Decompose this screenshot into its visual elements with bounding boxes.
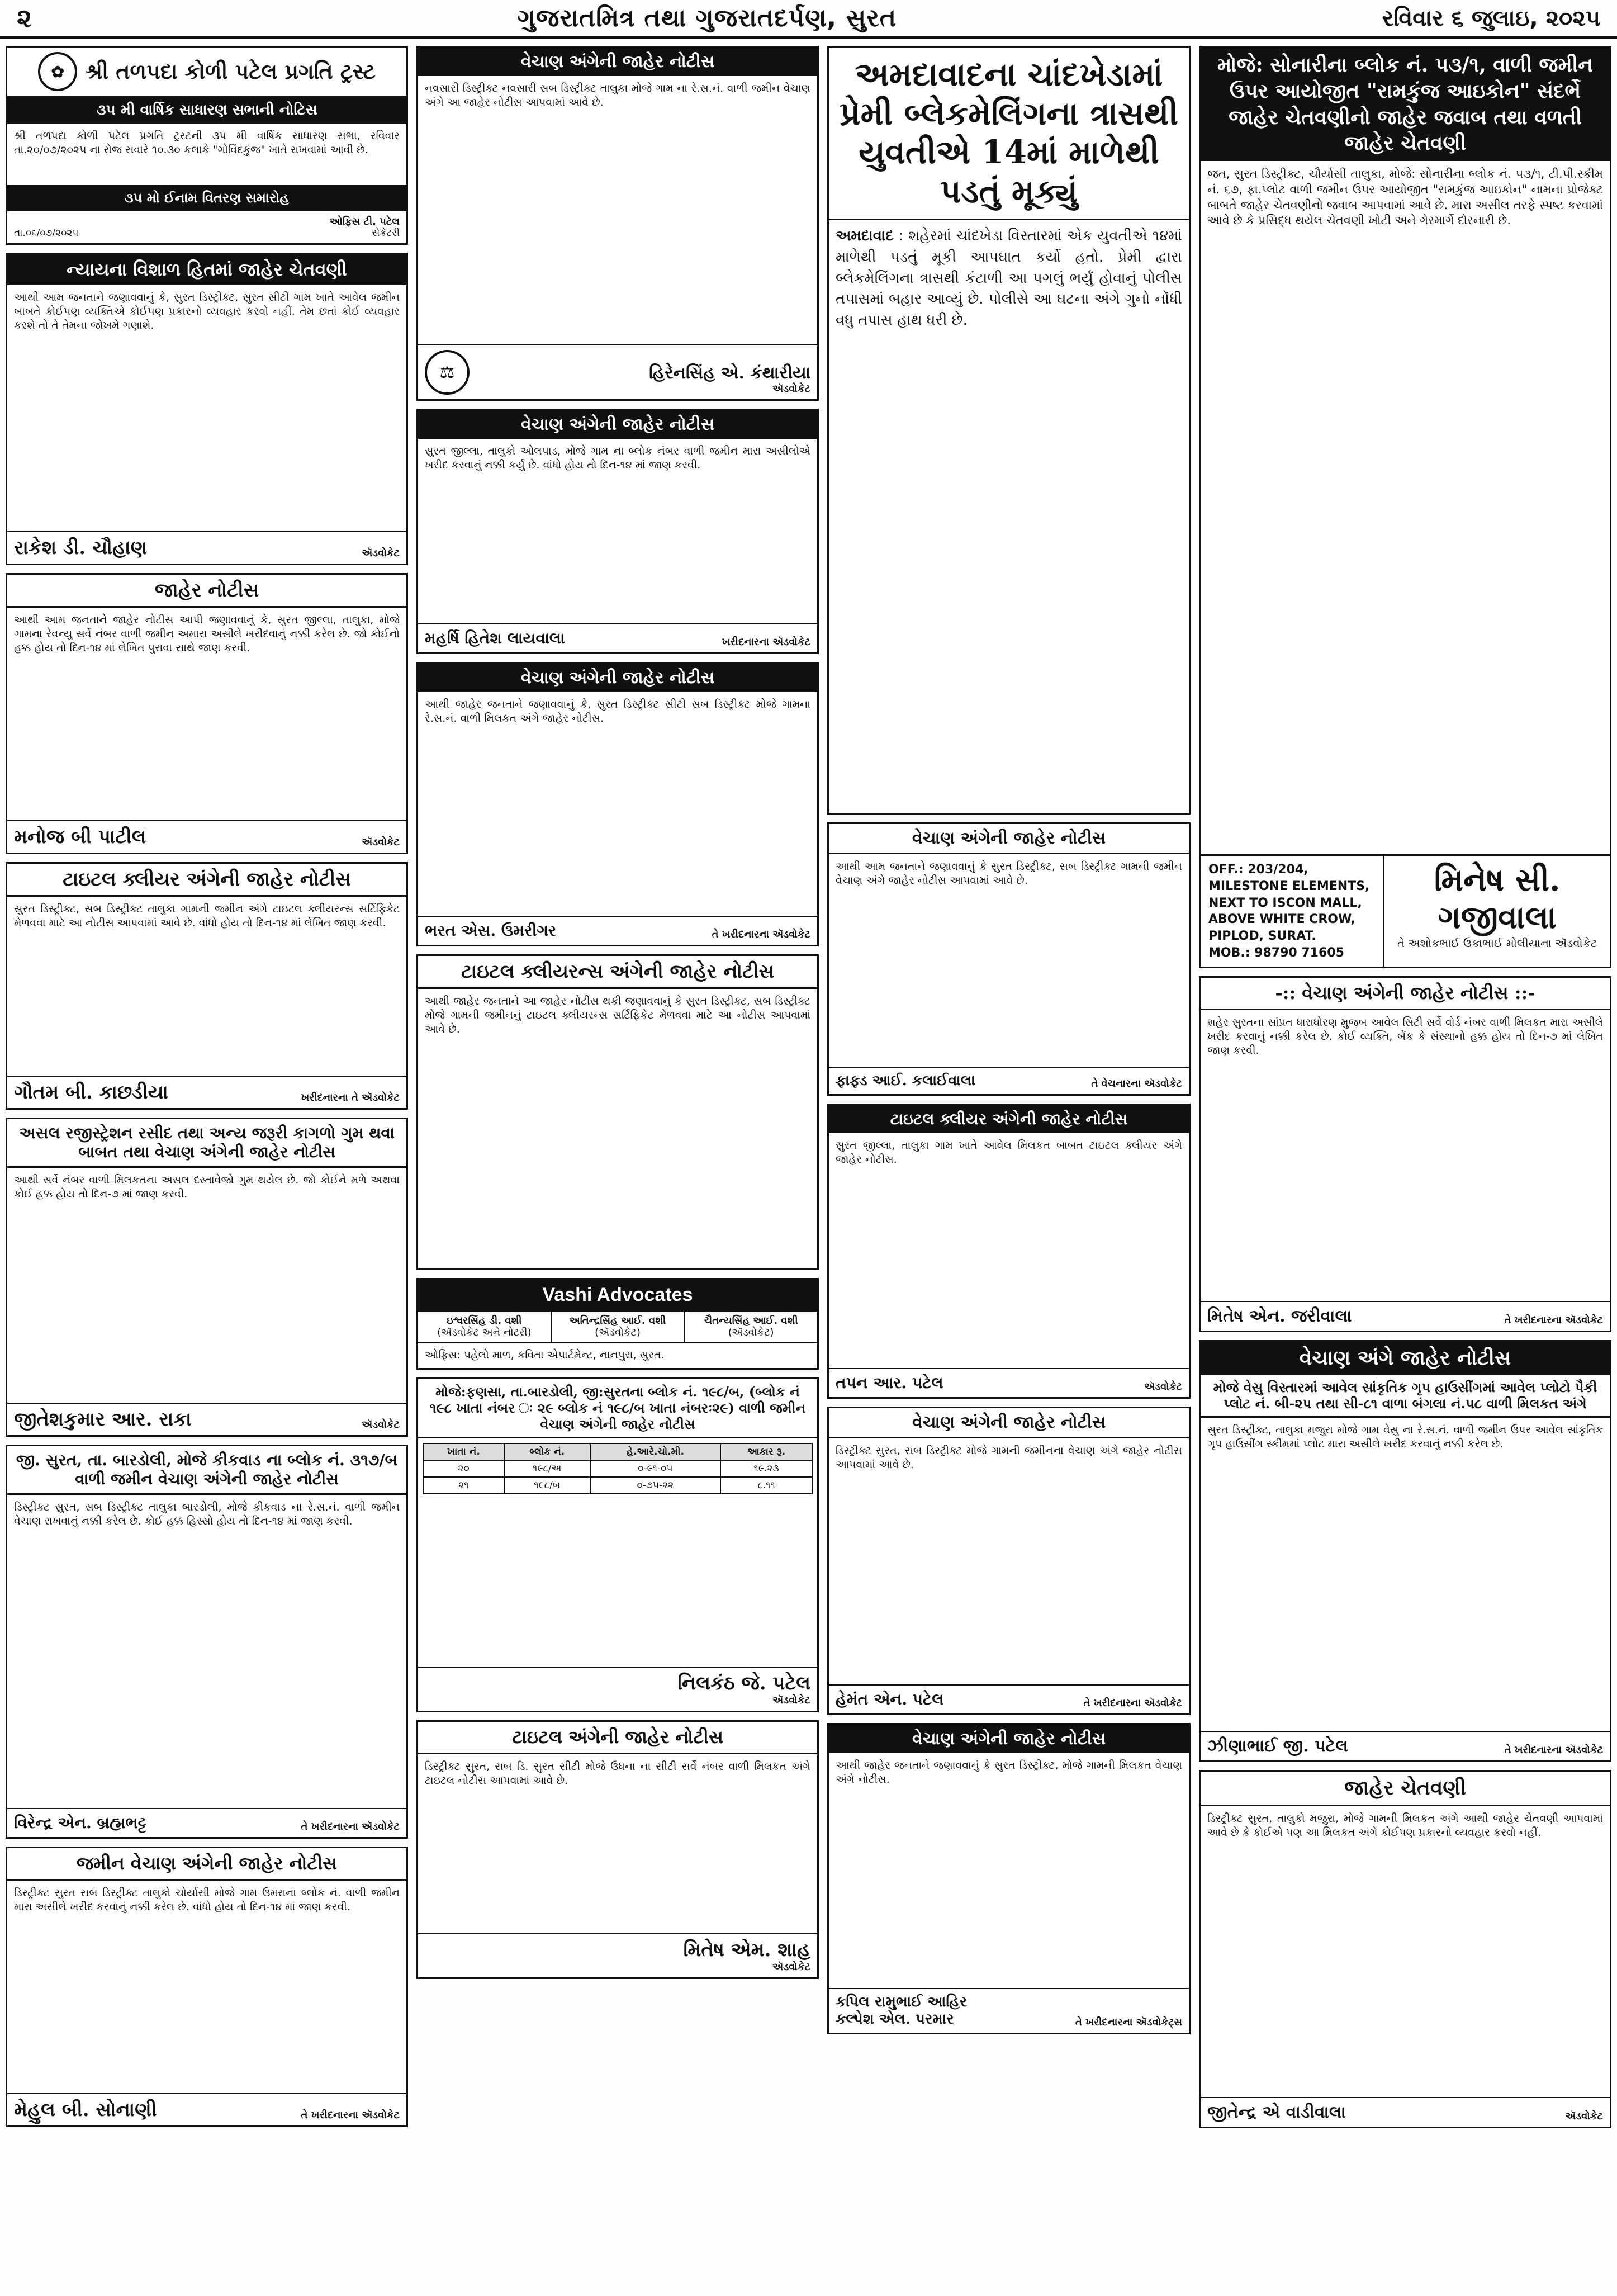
col3-sale2-body: ડિસ્ટ્રીક્ટ સુરત, સબ ડિસ્ટ્રીક્ટ મોજે ગામની જમીનના વેચાણ અંગે જાહેર નોટીસ આપવામાં આવે છે. [836,1445,1182,1471]
lost-docs-notice [6,1118,408,1437]
bardoli-signature [7,1808,406,1837]
vashi-name-3: ચૈતન્યસિંહ આઈ. વશી (ઍડવોકેટ) [704,1315,798,1338]
col3-sale3-body: આથી જાહેર જનતાને જણાવવાનું કે સુરત ડિસ્ટ્રીક્ટ, મોજે ગામની મિલકત વેચાણ અંગે નોટીસ. [836,1759,1182,1786]
title-clear-notice [6,862,408,1110]
emblem-icon: ⚖ [425,350,470,395]
land-th-2: બ્લોક નં. [504,1443,590,1460]
ramkunj-office-address: OFF.: 203/204, MILESTONE ELEMENTS, NEXT TO ISCON MALL, ABOVE WHITE CROW, PIPLOD, SURAT. [1208,863,1370,943]
col3-title-clear-body: સુરત જીલ્લા, તાલુકા ગામ ખાતે આવેલ મિલકત બાબત ટાઇટલ ક્લીયર અંગે જાહેર નોટીસ. [836,1139,1182,1166]
col3-sale3-signer: કપિલ રામુભાઈ આહિર [836,1994,968,2011]
col3-sale-signer: ફાફ્ડ આઈ. કલાઈવાલા [836,1072,975,1090]
notice1-signature [7,820,406,853]
story-body: અમદાવાદ : શહેરમાં ચાંદખેડા વિસ્તારમાં એક યુવતીએ ૧૪માં માળેથી પડતું મૂકી આપઘાત કર્યો હતો. પ્રેમી દ્વારા બ્લેકમેલિંગના ત્રાસથી કંટાળી આ પગલું ભર્યું હોવાનું પોલીસ તપાસમાં બહાર આવ્યું છે. પોલીસે આ ઘટના અંગે ગુનો નોંધી વધુ તપાસ હાથ ધરી છે. [836,228,1182,329]
col4-sale-title: -:: વેચાણ અંગેની જાહેર નોટીસ ::- [1201,978,1610,1010]
col3-sale2-title: વેચાણ અંગેની જાહેર નોટીસ [829,1408,1189,1438]
land-table-wrap [418,1438,817,1499]
col4-sale2-title: વેચાણ અંગે જાહેર નોટીસ [1201,1342,1610,1375]
lost-docs-signer: જીતેશકુમાર આર. રાકા [14,1408,192,1431]
land-th-4: આકાર રૂ. [720,1443,812,1460]
col2-sale-title: વેચાણ અંગેની જાહેર નોટીસ [418,48,817,76]
bardoli-body: ડિસ્ટ્રીક્ટ સુરત, સબ ડિસ્ટ્રીક્ટ તાલુકા બારડોલી, મોજે કીકવાડ ના રે.સ.નં. વાળી જમીન વેચાણ રાખવાનું નક્કી કરેલ છે. કોઈ હક્ક હિસ્સો હોય તો દિન-૧૪ માં જાણ કરવી. [14,1501,400,1528]
paper-name: ગુજરાતમિત્ર તથા ગુજરાતદર્પણ, સુરત [517,4,897,32]
col2-sale3-title: વેચાણ અંગેની જાહેર નોટીસ [418,664,817,692]
col3-title-clear-signer-role: ઍડવોકેટ [1144,1381,1182,1393]
col3-sale2-signer: હેમંત એન. પટેલ [836,1690,944,1709]
col4-warning-signature [1201,2097,1610,2127]
col2-sale-signature [418,344,817,399]
sale1-signature [7,2093,406,2125]
trust-subtitle-2: ૩૫ મો ઈનામ વિતરણ સમારોહ [7,185,406,210]
notice1-body: આથી આમ જનતાને જાહેર નોટીસ આપી જણાવવાનું કે, સુરત જીલ્લા, તાલુકા, મોજે ગામના રેવન્યુ સર્વે નંબર વાળી જમીન અમારા અસીલે ખરીદવાનું નક્કી કરેલ છે. જો કોઈનો હક્ક હોય તો દિન-૧૪ માં લેખિત પુરાવા સાથે જાણ કરવી. [14,614,400,655]
col2-sale2-body: સુરત જીલ્લા, તાલુકો ઓલપાડ, મોજે ગામ ના બ્લોક નંબર વાળી જમીન મારા અસીલોએ ખરીદ કરવાનું નક્કી કર્યું છે. વાંધો હોય તો દિન-૧૪ માં જાણ કરવી. [425,445,810,472]
sale-notice-1 [6,1847,408,2127]
col4-sale2-signer-role: તે ખરીદનારના ઍડવોકેટ [1504,1744,1603,1757]
bardoli-notice [6,1445,408,1839]
title-clearance-body: આથી જાહેર જનતાને આ જાહેર નોટીસ થકી જણાવવાનું કે સુરત ડિસ્ટ્રીક્ટ, સબ ડિસ્ટ્રીક્ટ મોજે ગામની જમીનનું ટાઇટલ ક્લીયરન્સ સર્ટિફિકેટ મેળવવા માટે આ નોટીસ આપવામાં આવે છે. [425,995,810,1036]
col3-title-clear-signature [829,1368,1189,1397]
story-headline: અમદાવાદના ચાંદખેડામાં પ્રેમી બ્લેકમેલિંગના ત્રાસથી યુવતીએ 14માં માળેથી પડતું મૂક્યું [829,48,1189,220]
story-dateline: અમદાવાદ [836,228,894,245]
warning-title: ન્યાયના વિશાળ હિતમાં જાહેર ચેતવણી [7,254,406,285]
land-th-3: હે.આરે.ચો.મી. [590,1443,721,1460]
vashi-office: ઓફિસ: પહેલો માળ, કવિતા એપાર્ટમેન્ટ, નાનપુરા, સુરત. [418,1342,817,1368]
page-number: ૨ [17,2,32,33]
ramkunj-body: જત, સુરત ડિસ્ટ્રીક્ટ, ચૌર્યાસી તાલુકા, મોજે: સોનારીના બ્લોક નં. ૫૩/૧, ટી.પી.સ્કીમ નં. ૬૭, ફા.પ્લોટ વાળી જમીન ઉપર આયોજીત "રામકુંજ આઇકોન" નામના પ્રોજેક્ટ બાબતે જાહેર ચેતવણીનો જવાબ આપવામાં આવે છે. મારા અસીલ તરફે સ્પષ્ટ કરવામાં આવે છે કે પ્રસિદ્ધ થયેલ ચેતવણી ખોટી અને ગેરમાર્ગે દોરનારી છે. [1207,167,1603,228]
ramkunj-signer-role: તે અશોકભાઈ ઉકાભાઈ મોલીયાના ઍડવોકેટ [1397,936,1597,950]
ramkunj-sign-block [1384,856,1610,967]
col2-sale2-signer-role: ખરીદનારના ઍડવોકેટ [722,636,810,648]
col3-sale-title: વેચાણ અંગેની જાહેર નોટીસ [829,824,1189,854]
col3-title-clear-title: ટાઇટલ ક્લીયર અંગેની જાહેર નોટીસ [829,1105,1189,1133]
col4-warning-signer-role: ઍડવોકેટ [1565,2110,1603,2123]
title-clear-title: ટાઇટલ ક્લીયર અંગેની જાહેર નોટીસ [7,864,406,897]
col4-sale-signer-role: તે ખરીદનારના ઍડવોકેટ [1504,1314,1603,1327]
col2-sale-body: નવસારી ડિસ્ટ્રીક્ટ નવસારી સબ ડિસ્ટ્રીક્ટ તાલુકા મોજે ગામ ના રે.સ.નં. વાળી જમીન વેચાણ અંગે આ જાહેર નોટીસ આપવામાં આવે છે. [425,82,810,109]
col3-sale-body: આથી આમ જનતાને જણાવવાનું કે સુરત ડિસ્ટ્રીક્ટ, સબ ડિસ્ટ્રીક્ટ ગામની જમીન વેચાણ અંગે જાહેર નોટીસ આપવામાં આવે છે. [836,860,1182,887]
vashi-names [418,1310,817,1342]
masthead [0,0,1617,39]
sale1-body: ડિસ્ટ્રીક્ટ સુરત સબ ડિસ્ટ્રીક્ટ તાલુકો ચોર્યાસી મોજે ગામ ઉમરાના બ્લોક નં. વાળી જમીન મારા અસીલે ખરીદ કરવાનું નક્કી કરેલ છે. વાંધો હોય તો દિન-૧૪ માં જાણ કરવી. [14,1887,400,1914]
land-notice-title: મોજે:ફણસા, તા.બારડોલી, જી:સુરતના બ્લોક નં. ૧૯૮/બ, (બ્લોક નં ૧૯૮ ખાતા નંબર ઃ ૨૯ બ્લોક નં ૧૯૮/બ ખાતા નંબરઃ૨૯) વાળી જમીન વેચાણ અંગેની જાહેર નોટીસ [418,1379,817,1438]
col2-sale-signer-role: ઍડવોકેટ [772,383,810,395]
col3-title-clear [827,1104,1191,1399]
col4-sale-notice [1199,976,1611,1332]
col2-sale-notice-2 [416,409,819,654]
col4-warning [1199,1770,1611,2128]
land-notice-signature [418,1667,817,1711]
col4-warning-title: જાહેર ચેતવણી [1201,1772,1610,1806]
trust-signer-role: સેક્રેટરી [372,228,400,239]
sale1-signer-role: તે ખરીદનારના ઍડવોકેટ [301,2109,400,2121]
col3-sale2-signature [829,1684,1189,1713]
trust-logo-icon: ✿ [38,52,77,91]
title-clear-signer-role: ખરીદનારના તે ઍડવોકેટ [301,1092,400,1104]
col3-sale3-signature [829,1988,1189,2033]
col2-sale2-signer: મહર્ષિ હિતેશ લાયવાલા [425,629,565,647]
table-row: ૨૦ ૧૯૮/અ ૦-૯૧-૦૫ ૧૯.૨૩ [423,1460,812,1477]
trust-signature [7,210,406,243]
col2-title-notice-signer: મિતેષ એમ. શાહ [683,1939,810,1962]
col3-sale3-title: વેચાણ અંગેની જાહેર નોટીસ [829,1725,1189,1753]
col2-sale3-signature [418,916,817,945]
land-th-1: ખાતા નં. [423,1443,504,1460]
col4-sale-signer: મિતેષ એન. જરીવાલા [1207,1306,1352,1327]
col2-title-notice [416,1720,819,1979]
column-1 [6,46,408,2288]
trust-subtitle: ૩૫ મી વાર્ષિક સાધારણ સભાની નોટિસ [7,97,406,124]
col2-title-notice-signature [418,1933,817,1977]
warning-body: આથી આમ જનતાને જણાવવાનું કે, સુરત ડિસ્ટ્રીક્ટ, સુરત સીટી ગામ ખાતે આવેલ જમીન બાબતે કોઈપણ વ્યક્તિએ કોઈપણ પ્રકારનો વ્યવહાર કરવો નહીં. તેમ છતાં કોઈ વ્યવહાર કરશે તો તે તેમના જોખમે ગણાશે. [14,291,400,332]
story-text: શહેરમાં ચાંદખેડા વિસ્તારમાં એક યુવતીએ ૧૪માં માળેથી પડતું મૂકી આપઘાત કર્યો હતો. પ્રેમી દ્વારા બ્લેકમેલિંગના ત્રાસથી કંટાળી આ પગલું ભર્યું હોવાનું પોલીસ તપાસમાં બહાર આવ્યું છે. પોલીસે આ ઘટના અંગે ગુનો નોંધી વધુ તપાસ હાથ ધરી છે. [836,228,1182,329]
col4-warning-signer: જીતેન્દ્ર એ વાડીવાલા [1207,2103,1346,2123]
issue-date: રવિવાર ૬ જુલાઇ, ૨૦૨૫ [1382,5,1600,31]
trust-date: તા.૦૬/૦૭/૨૦૨૫ [14,228,79,239]
col3-sale3-signer-role: તે ખરીદનારના ઍડવોકેટ્સ [1075,2016,1182,2029]
lost-docs-title: અસલ રજીસ્ટ્રેશન રસીદ તથા અન્ય જરૂરી કાગળો ગુમ થવા બાબત તથા વેચાણ અંગેની જાહેર નોટીસ [7,1119,406,1168]
col2-sale3-signer: ભરત એસ. ઉમરીગર [425,921,557,940]
trust-title: શ્રી તળપદા કોળી પટેલ પ્રગતિ ટ્રસ્ટ [85,59,376,84]
sale1-title: જમીન વેચાણ અંગેની જાહેર નોટીસ [7,1848,406,1881]
land-notice-signer-role: ઍડવોકેટ [772,1694,810,1707]
col4-sale-signature [1201,1301,1610,1331]
trust-notice [6,46,408,245]
column-3 [827,46,1191,2288]
col4-sale2-signer: ઝીણાભાઈ જી. પટેલ [1207,1736,1348,1757]
notice1-title: જાહેર નોટીસ [7,575,406,608]
col2-sale3-body: આથી જાહેર જનતાને જણાવવાનું કે, સુરત ડિસ્ટ્રીક્ટ સીટી સબ ડિસ્ટ્રીક્ટ મોજે ગામના રે.સ.નં. વાળી મિલકત અંગે જાહેર નોટીસ. [425,698,810,725]
title-clearance-title: ટાઇટલ ક્લીયરન્સ અંગેની જાહેર નોટીસ [418,956,817,989]
col3-sale3-signer-2: કલ્પેશ એલ. પરમાર [836,2011,954,2028]
bardoli-signer: વિરેન્દ્ર એન. બ્રહ્મભટ્ટ [14,1814,146,1832]
lost-docs-signature [7,1403,406,1435]
col3-sale-signature [829,1067,1189,1094]
col4-sale-body: શહેર સુરતના સાંપ્રત ધારાધોરણ મુજબ આવેલ સિટી સર્વે વોર્ડ નંબર વાળી મિલકત મારા અસીલે ખરીદ કરવાનું નક્કી કરેલ છે. કોઈ વ્યક્તિ, બેંક કે સંસ્થાનો હક્ક હોય તો દિન-૭ માં લેખિત જાણ કરવી. [1207,1016,1603,1057]
col3-sale2-signer-role: તે ખરીદનારના ઍડવોકેટ [1083,1697,1182,1710]
ramkunj-title: મોજે: સોનારીના બ્લોક નં. ૫૩/૧, વાળી જમીન ઉપર આયોજીત "રામકુંજ આઇકોન" સંદર્ભે જાહેર ચેતવણીનો જાહેર જવાબ તથા વળતી જાહેર ચેતવણી [1201,48,1610,161]
trust-body: શ્રી તળપદા કોળી પટેલ પ્રગતિ ટ્રસ્ટની ૩૫ મી વાર્ષિક સાધારણ સભા, રવિવાર તા.૨૦/૦૭/૨૦૨૫ ના રોજ સવારે ૧૦.૩૦ કલાકે "ગોવિંદકુંજ" ખાતે રાખવામાં આવી છે. [14,130,400,157]
land-table [423,1443,813,1494]
ramkunj-footer [1201,854,1610,967]
col4-sale2-subtitle: મોજે વેસુ વિસ્તારમાં આવેલ સાંકૃતિક ગૃપ હાઉસીંગમાં આવેલ પ્લોટો પૈકી પ્લોટ નં. બી-૨૫ તથા સી-૮૧ વાળા બંગલા નં.૫૮ વાળી મિલકત અંગે [1201,1375,1610,1418]
warning-signature [7,531,406,564]
vashi-name-2: અતિન્દ્રસિંહ આઈ. વશી (ઍડવોકેટ) [552,1312,685,1342]
land-notice [416,1377,819,1712]
col4-sale-notice-2 [1199,1340,1611,1762]
notice1-signer: મનોજ બી પાટીલ [14,826,146,848]
land-notice-body [418,1499,817,1667]
title-clearance-notice [416,954,819,1270]
column-4 [1199,46,1611,2288]
title-clear-signer: ગૌતમ બી. કાછડીયા [14,1081,168,1104]
col2-sale2-signature [418,623,817,652]
warning-signer-role: ઍડવોકેટ [362,547,400,559]
col3-sale-notice-2 [827,1407,1191,1715]
ramkunj-signer: મિનેષ સી. ગજીવાલા [1434,861,1561,936]
sale1-signer: મેહુલ બી. સોનાણી [14,2099,157,2121]
col3-sale-signer-role: તે વેચનારના ઍડવોકેટ [1091,1078,1182,1090]
warning-notice [6,253,408,565]
col3-title-clear-signer: તપન આર. પટેલ [836,1374,943,1393]
vashi-name-1: ઇશ્વરસિંહ ડી. વશી (ઍડવોકેટ અને નોટરી) [418,1312,552,1342]
ramkunj-office [1201,856,1384,967]
col2-sale-notice-3 [416,662,819,946]
column-2 [416,46,819,2288]
bardoli-signer-role: તે ખરીદનારના ઍડવોકેટ [301,1821,400,1833]
vashi-advocates [416,1278,819,1370]
warning-signer: રાકેશ ડી. ચૌહાણ [14,537,148,559]
news-story [827,46,1191,815]
notice1-signer-role: ઍડવોકેટ [362,836,400,848]
col3-sale-notice [827,822,1191,1096]
ramkunj-mobile: MOB.: 98790 71605 [1208,945,1344,960]
lost-docs-signer-role: ઍડવોકેટ [362,1419,400,1431]
col2-sale3-signer-role: તે ખરીદનારના ઍડવોકેટ [712,929,810,940]
lost-docs-body: આથી સર્વે નંબર વાળી મિલકતના અસલ દસ્તાવેજો ગુમ થયેલ છે. જો કોઈને મળે અથવા કોઈ હક્ક હોય તો દિન-૭ માં જાણ કરવી. [14,1174,400,1201]
col4-sale2-body: સુરત ડિસ્ટ્રીક્ટ, તાલુકા મજુરા મોજે ગામ વેસુ ના રે.સ.નં. વાળી જમીન ઉપર આવેલ સાંકૃતિક ગૃપ હાઉસીંગ સ્કીમમાં પ્લોટ મારા અસીલે ખરીદ કરવાનું નક્કી કરેલ છે. [1207,1424,1603,1451]
col2-title-notice-signer-role: ઍડવોકેટ [772,1961,810,1973]
title-clear-body: સુરત ડિસ્ટ્રીક્ટ, સબ ડિસ્ટ્રીક્ટ તાલુકા ગામની જમીન અંગે ટાઇટલ ક્લીયરન્સ સર્ટિફિકેટ મેળવવા માટે આ નોટીસ આપવામાં આવે છે. વાંધો હોય તો દિન-૧૪ માં લેખિત જાણ કરવી. [14,903,400,930]
public-notice-1 [6,573,408,854]
vashi-title: Vashi Advocates [418,1280,817,1310]
title-clear-signature [7,1076,406,1108]
trust-signer: ઓફિસ ટી. પટેલ [329,216,400,228]
trust-header [7,48,406,97]
bardoli-title: જી. સુરત, તા. બારડોલી, મોજે કીકવાડ ના બ્લોક નં. ૩૧૭/બ વાળી જમીન વેચાણ અંગેની જાહેર નોટીસ [7,1446,406,1495]
ramkunj-notice [1199,46,1611,968]
col2-title-notice-body: ડિસ્ટ્રીક્ટ સુરત, સબ ડિ. સુરત સીટી મોજે ઉધના ના સીટી સર્વે નંબર વાળી મિલકત અંગે ટાઇટલ નોટીસ આપવામાં આવે છે. [425,1760,810,1787]
col4-warning-body: ડિસ્ટ્રીક્ટ સુરત, તાલુકો મજુરા, મોજે ગામની મિલકત અંગે આથી જાહેર ચેતવણી આપવામાં આવે છે કે કોઈએ પણ આ મિલકત અંગે કોઈપણ પ્રકારનો વ્યવહાર કરવો નહીં. [1207,1812,1603,1839]
col2-sale2-title: વેચાણ અંગેની જાહેર નોટીસ [418,410,817,439]
col3-sale-notice-3 [827,1723,1191,2034]
col4-sale2-signature [1201,1731,1610,1760]
col2-sale-notice [416,46,819,401]
table-row: ૨૧ ૧૯૮/બ ૦-૭૫-૨૨ ૮.૧૧ [423,1477,812,1494]
col2-title-notice-title: ટાઇટલ અંગેની જાહેર નોટીસ [418,1722,817,1754]
land-notice-signer: નિલકંઠ જે. પટેલ [677,1672,810,1695]
col2-sale-signer: હિરેનસિંહ એ. કંથારીયા [649,363,810,383]
